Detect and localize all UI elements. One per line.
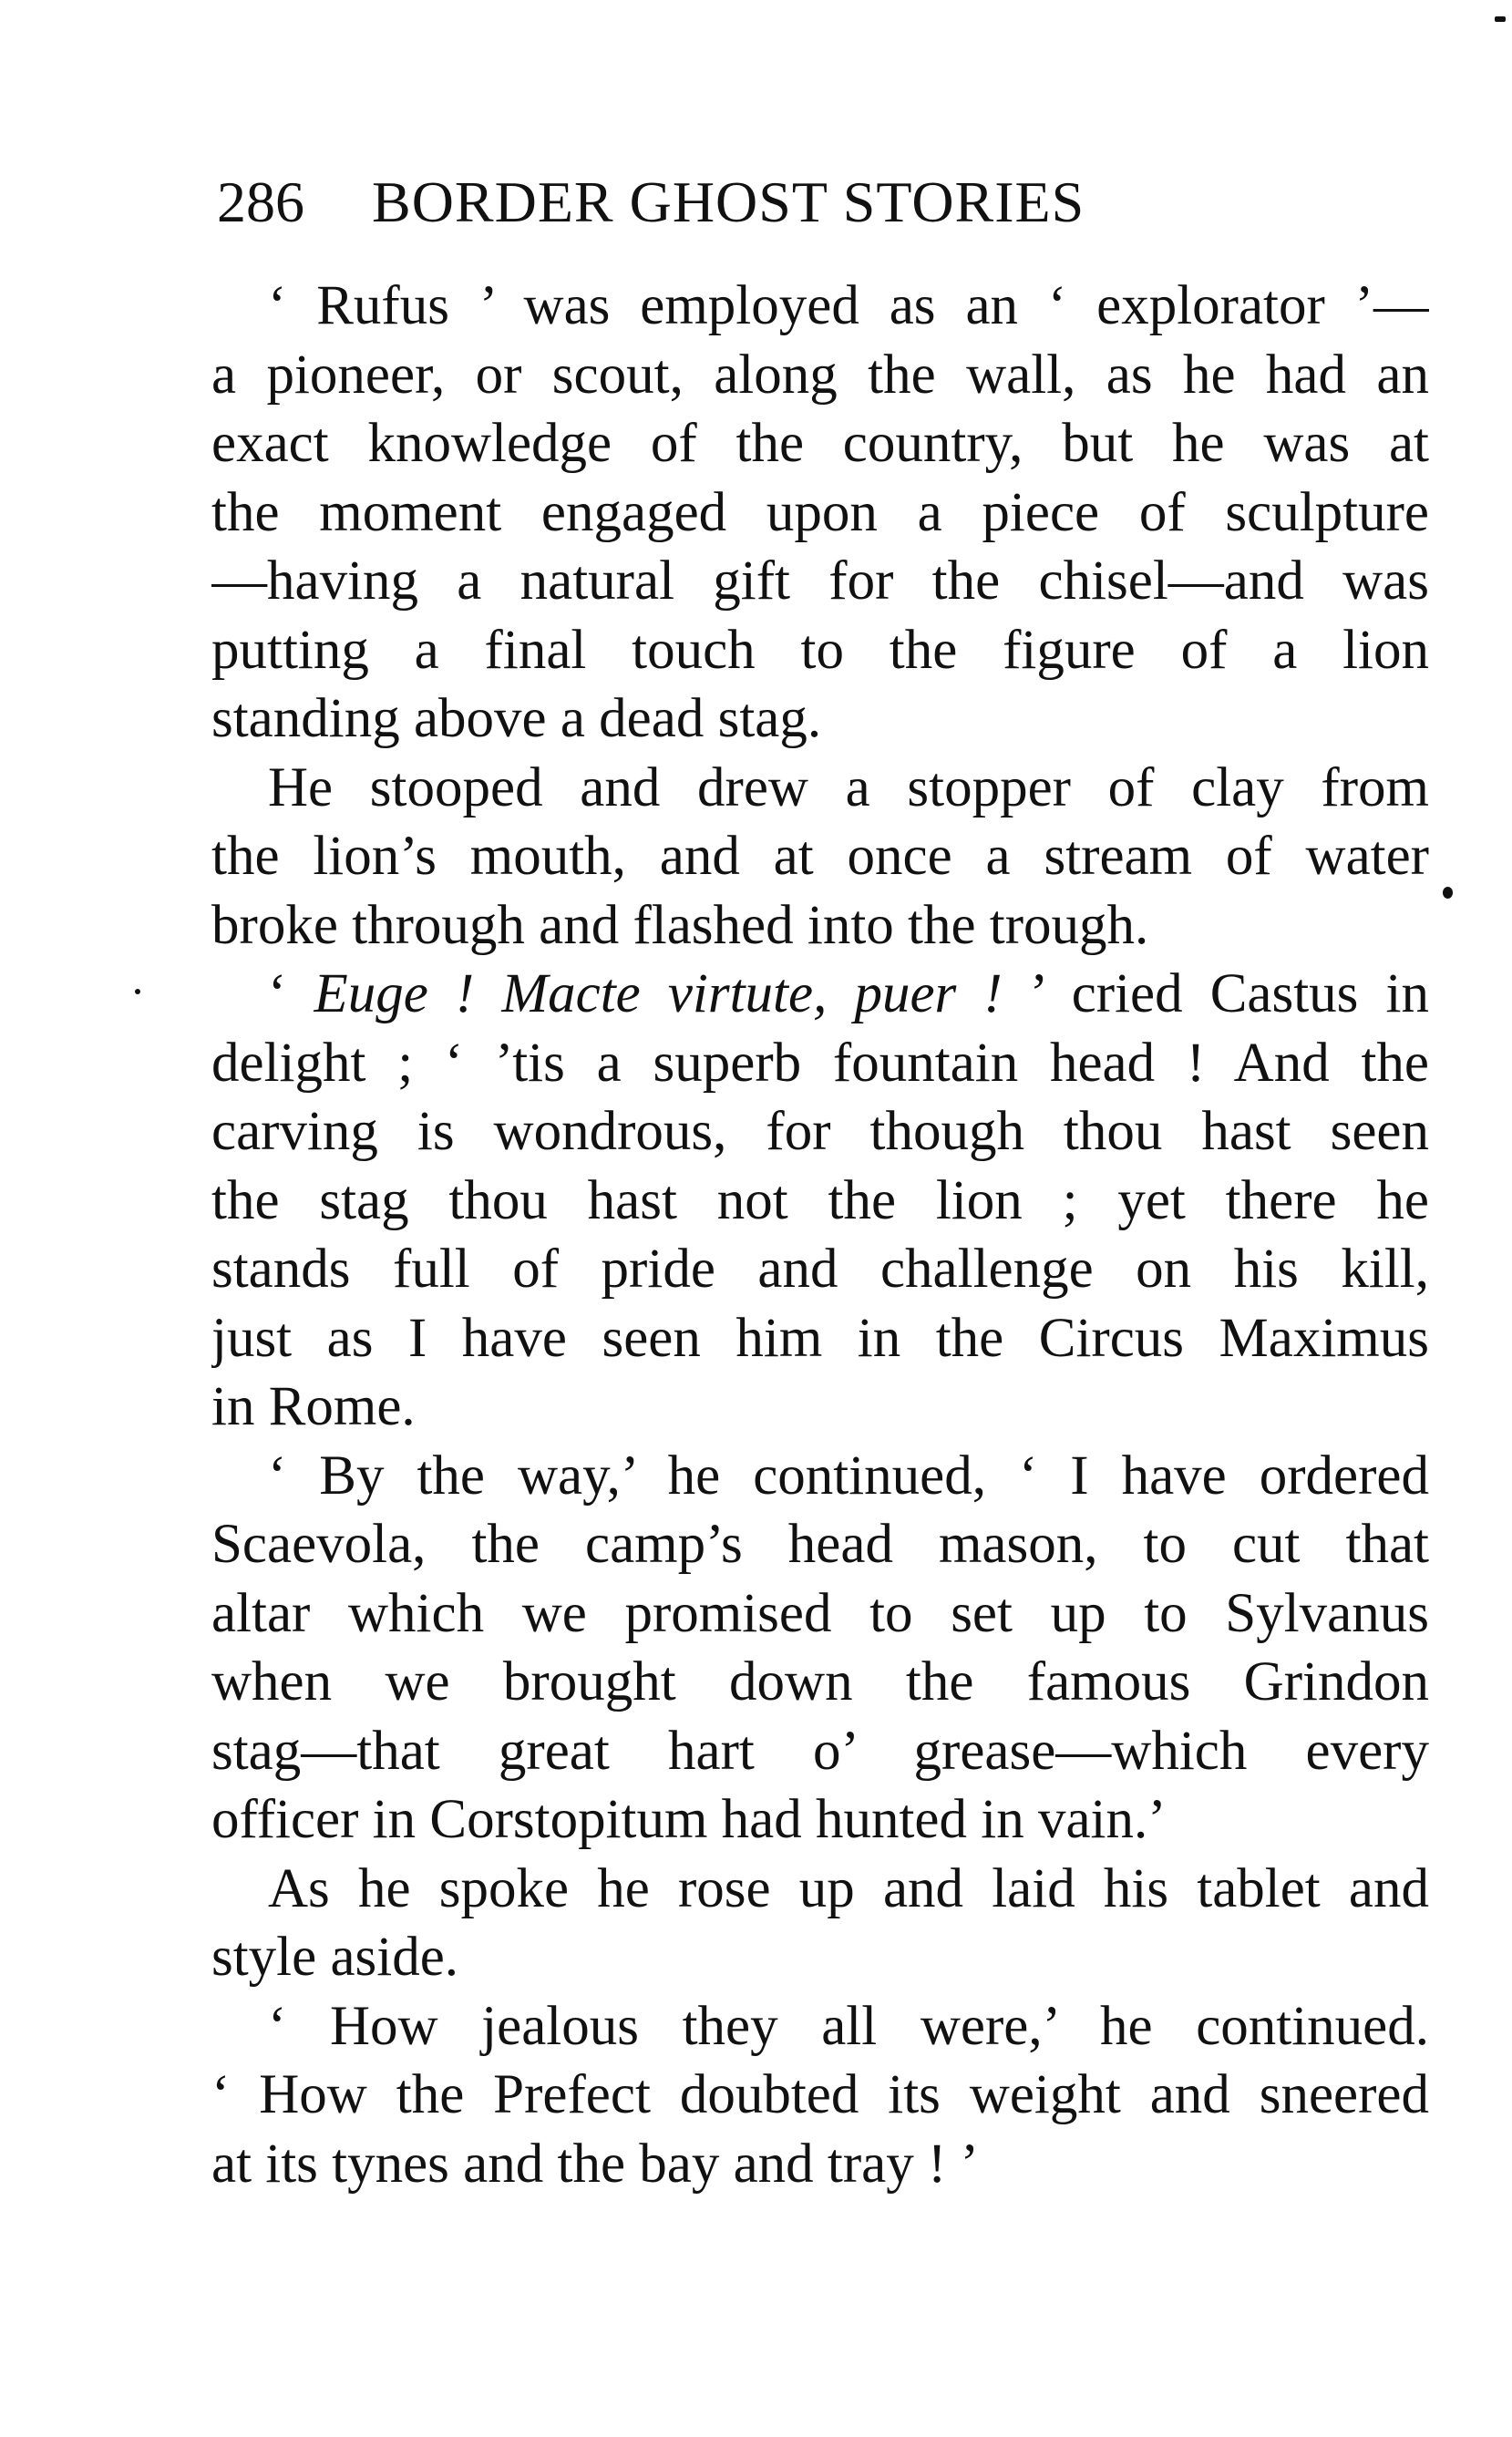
text-line: altar which we promised to set up to Sylvanus bbox=[211, 1582, 1429, 1644]
text-line-rest: ’ cried Castus in bbox=[1002, 963, 1429, 1024]
body-text bbox=[211, 272, 1429, 2198]
text-line: style aside. bbox=[211, 1927, 459, 1988]
text-line: the lion’s mouth, and at once a stream of water bbox=[211, 826, 1429, 887]
text-line: a pioneer, or scout, along the wall, as he had an bbox=[211, 344, 1429, 406]
text-line: in Rome. bbox=[211, 1376, 416, 1437]
text-line: ‘ By the way,’ he continued, ‘ I have ordered bbox=[268, 1445, 1429, 1506]
text-line: broke through and flashed into the trough. bbox=[211, 894, 1149, 956]
text-line: the moment engaged upon a piece of sculpture bbox=[211, 481, 1429, 543]
text-line: delight ; ‘ ’tis a superb fountain head ! And the bbox=[211, 1032, 1429, 1094]
running-title: BORDER GHOST STORIES bbox=[372, 170, 1085, 234]
text-line: at its tynes and the bay and tray ! ’ bbox=[211, 2133, 979, 2195]
text-line: ‘ Rufus ’ was employed as an ‘ explorator ’— bbox=[268, 275, 1429, 336]
text-line bbox=[211, 960, 1429, 1029]
text-line: standing above a dead stag. bbox=[211, 688, 822, 749]
text-line: —having a natural gift for the chisel—and was bbox=[211, 550, 1429, 612]
text-line: putting a final touch to the figure of a lion bbox=[211, 619, 1429, 681]
running-header bbox=[217, 166, 1438, 239]
text-line: stag—that great hart o’ grease—which every bbox=[211, 1720, 1429, 1782]
print-speck bbox=[1443, 887, 1453, 899]
text-line: exact knowledge of the country, but he was at bbox=[211, 413, 1429, 474]
text-line: ‘ How jealous they all were,’ he continued. bbox=[268, 1995, 1429, 2057]
open-quote: ‘ bbox=[268, 963, 314, 1024]
page-number: 286 bbox=[217, 170, 304, 234]
text-line: carving is wondrous, for though thou hast seen bbox=[211, 1101, 1429, 1162]
print-speck bbox=[135, 989, 140, 994]
text-line: stands full of pride and challenge on his kill, bbox=[211, 1239, 1429, 1300]
text-line: officer in Corstopitum had hunted in vain.’ bbox=[211, 1789, 1167, 1850]
print-speck bbox=[1495, 16, 1506, 22]
text-line: Scaevola, the camp’s head mason, to cut that bbox=[211, 1514, 1429, 1575]
text-line: just as I have seen him in the Circus Maximus bbox=[211, 1307, 1429, 1369]
text-line: He stooped and drew a stopper of clay from bbox=[268, 756, 1429, 818]
text-line: the stag thou hast not the lion ; yet there he bbox=[211, 1169, 1429, 1231]
text-line: As he spoke he rose up and laid his tablet and bbox=[268, 1857, 1429, 1919]
latin-exclamation: Euge ! Macte virtute, puer ! bbox=[314, 963, 1003, 1024]
text-line: when we brought down the famous Grindon bbox=[211, 1651, 1429, 1712]
text-line: ‘ How the Prefect doubted its weight and sneered bbox=[211, 2064, 1429, 2125]
